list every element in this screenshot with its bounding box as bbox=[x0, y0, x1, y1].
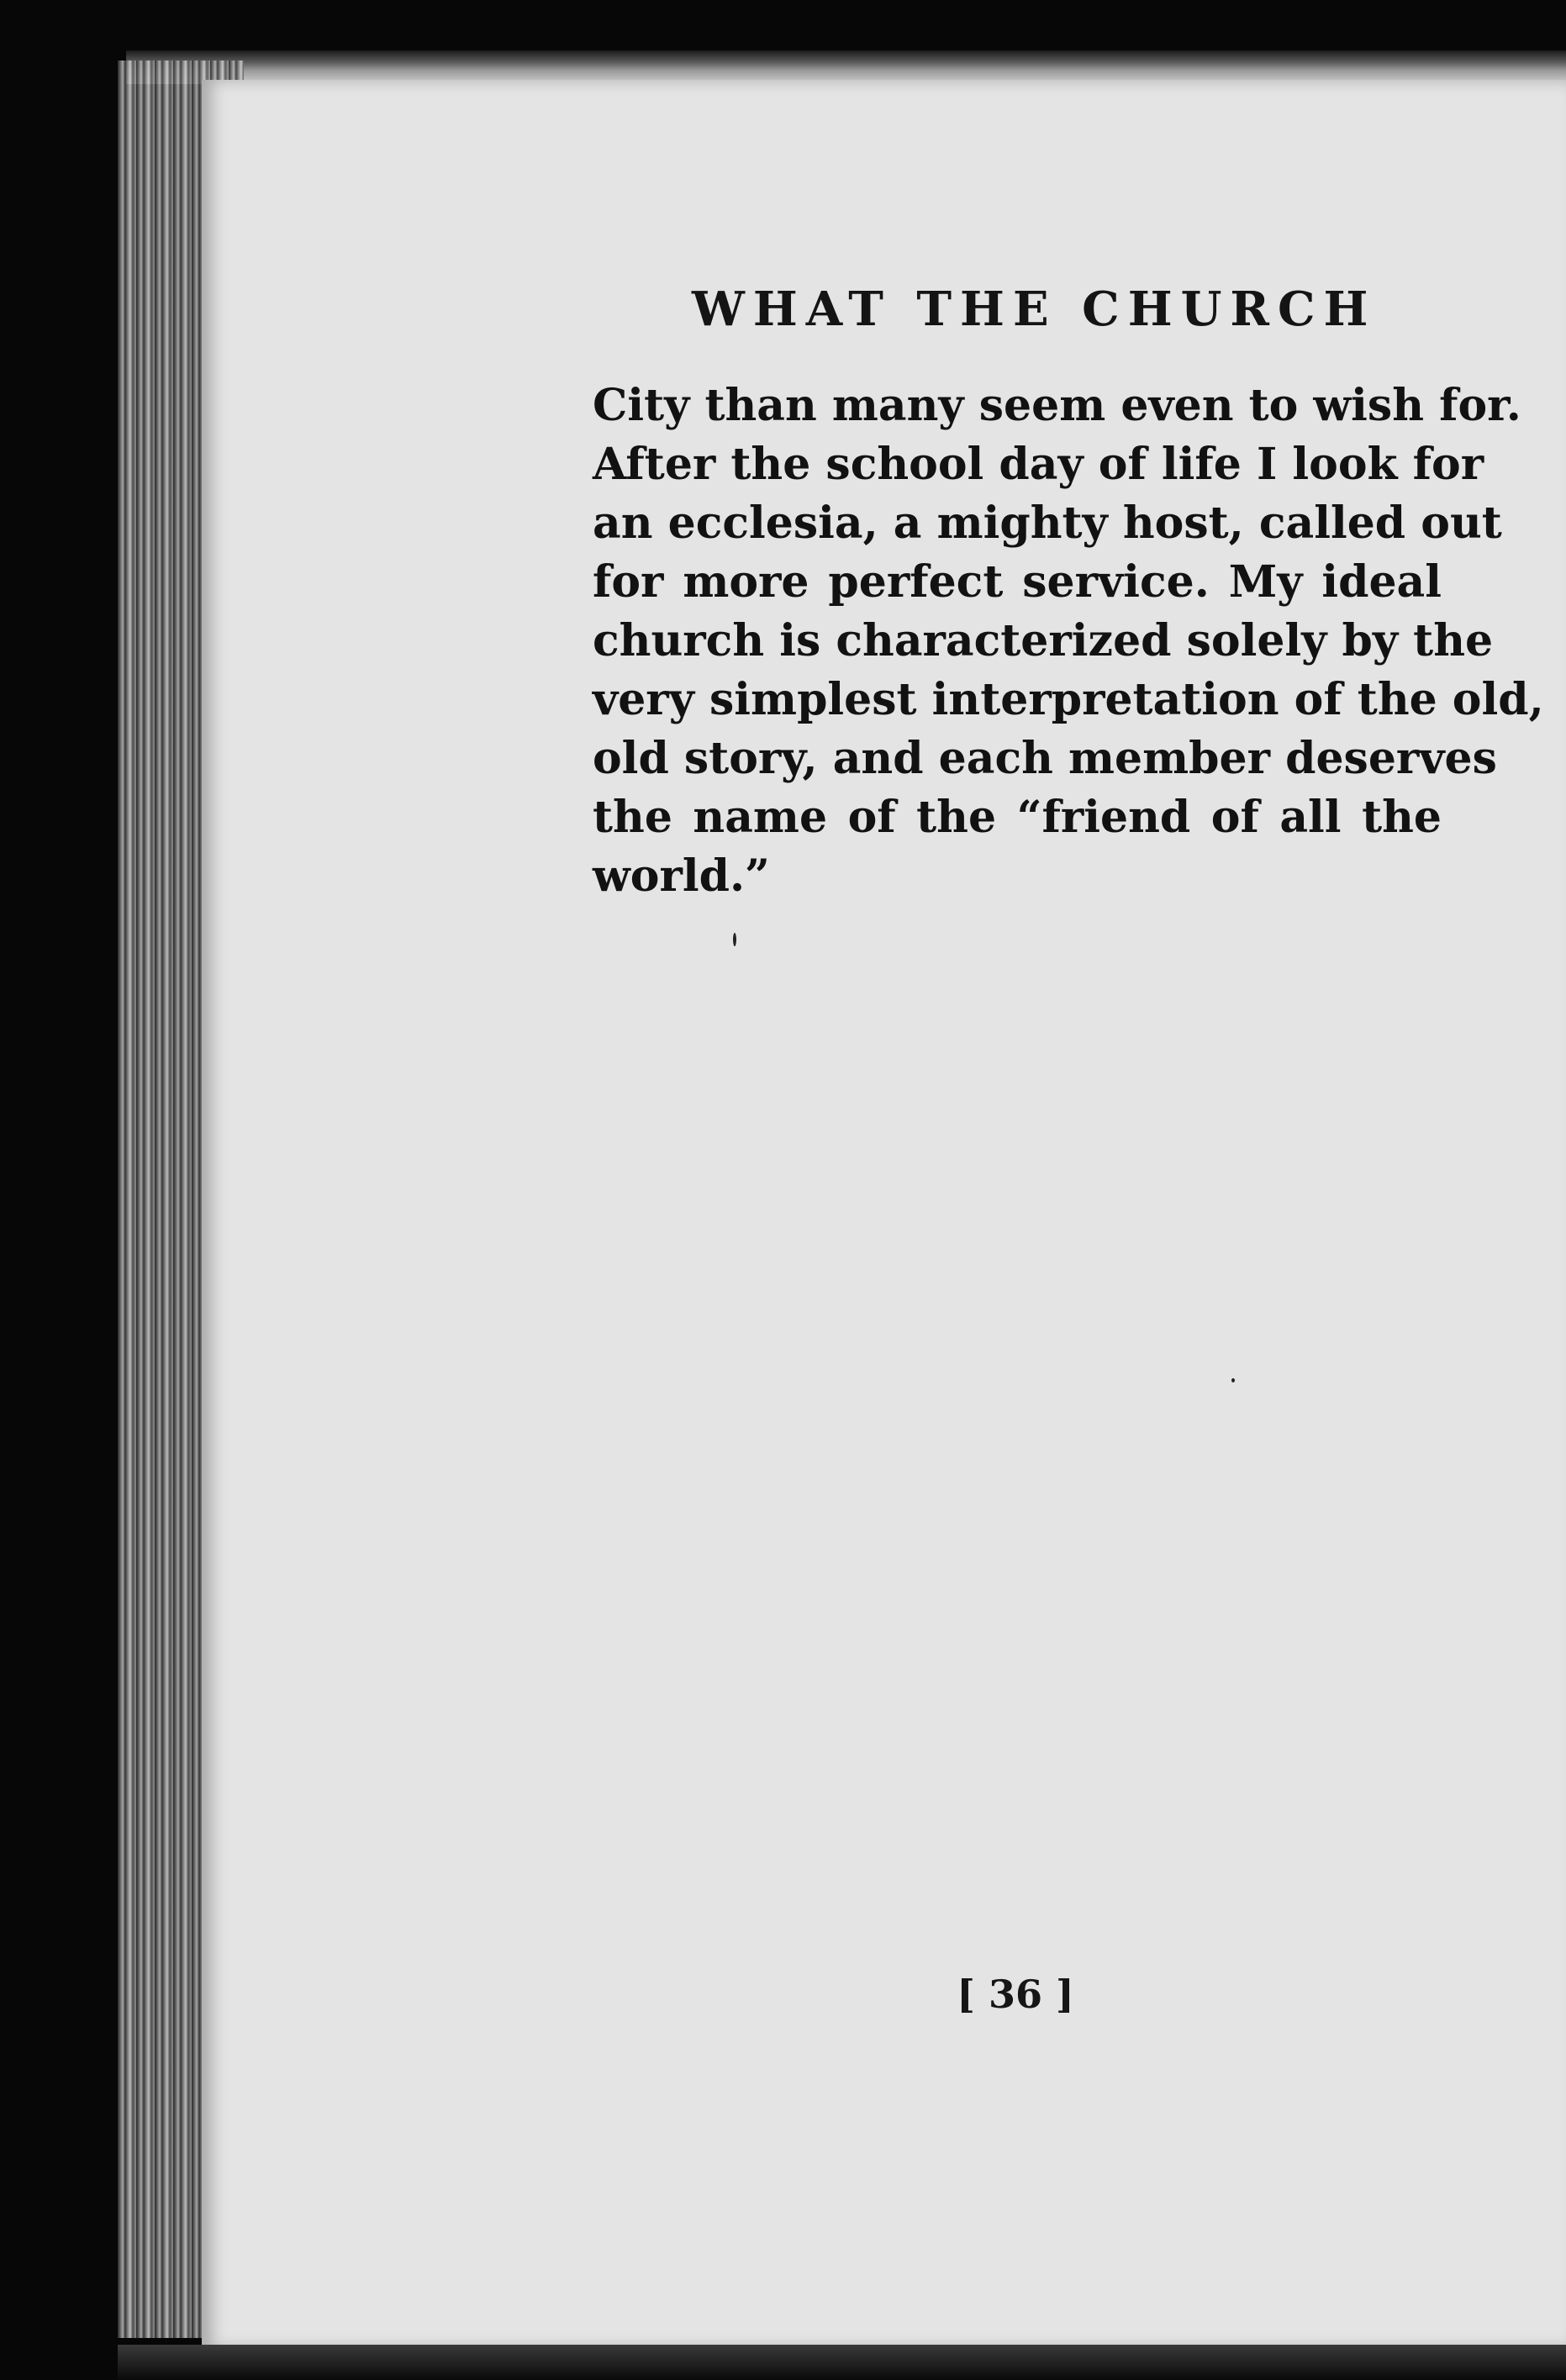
page-number: [ 36 ] bbox=[957, 1972, 1074, 2017]
page-bottom-shadow bbox=[118, 2345, 1566, 2380]
body-line: the name of the “friend of all the bbox=[593, 792, 1442, 843]
body-line: church is characterized solely by the bbox=[593, 615, 1494, 666]
running-head: WHAT THE CHURCH bbox=[692, 282, 1377, 337]
body-line: City than many seem even to wish for. bbox=[593, 380, 1521, 431]
page-top-edge bbox=[126, 50, 1566, 84]
body-line: old story, and each member deserves bbox=[593, 733, 1497, 784]
body-line: world.” bbox=[593, 850, 770, 902]
body-line: very simplest interpretation of the old, bbox=[593, 674, 1544, 725]
body-line: for more perfect service. My ideal bbox=[593, 556, 1442, 608]
ink-speck bbox=[1231, 1378, 1235, 1382]
body-line: an ecclesia, a mighty host, called out bbox=[593, 498, 1502, 549]
body-paragraph bbox=[593, 376, 1544, 906]
body-line: After the school day of life I look for bbox=[593, 439, 1484, 490]
ink-speck bbox=[733, 933, 736, 946]
